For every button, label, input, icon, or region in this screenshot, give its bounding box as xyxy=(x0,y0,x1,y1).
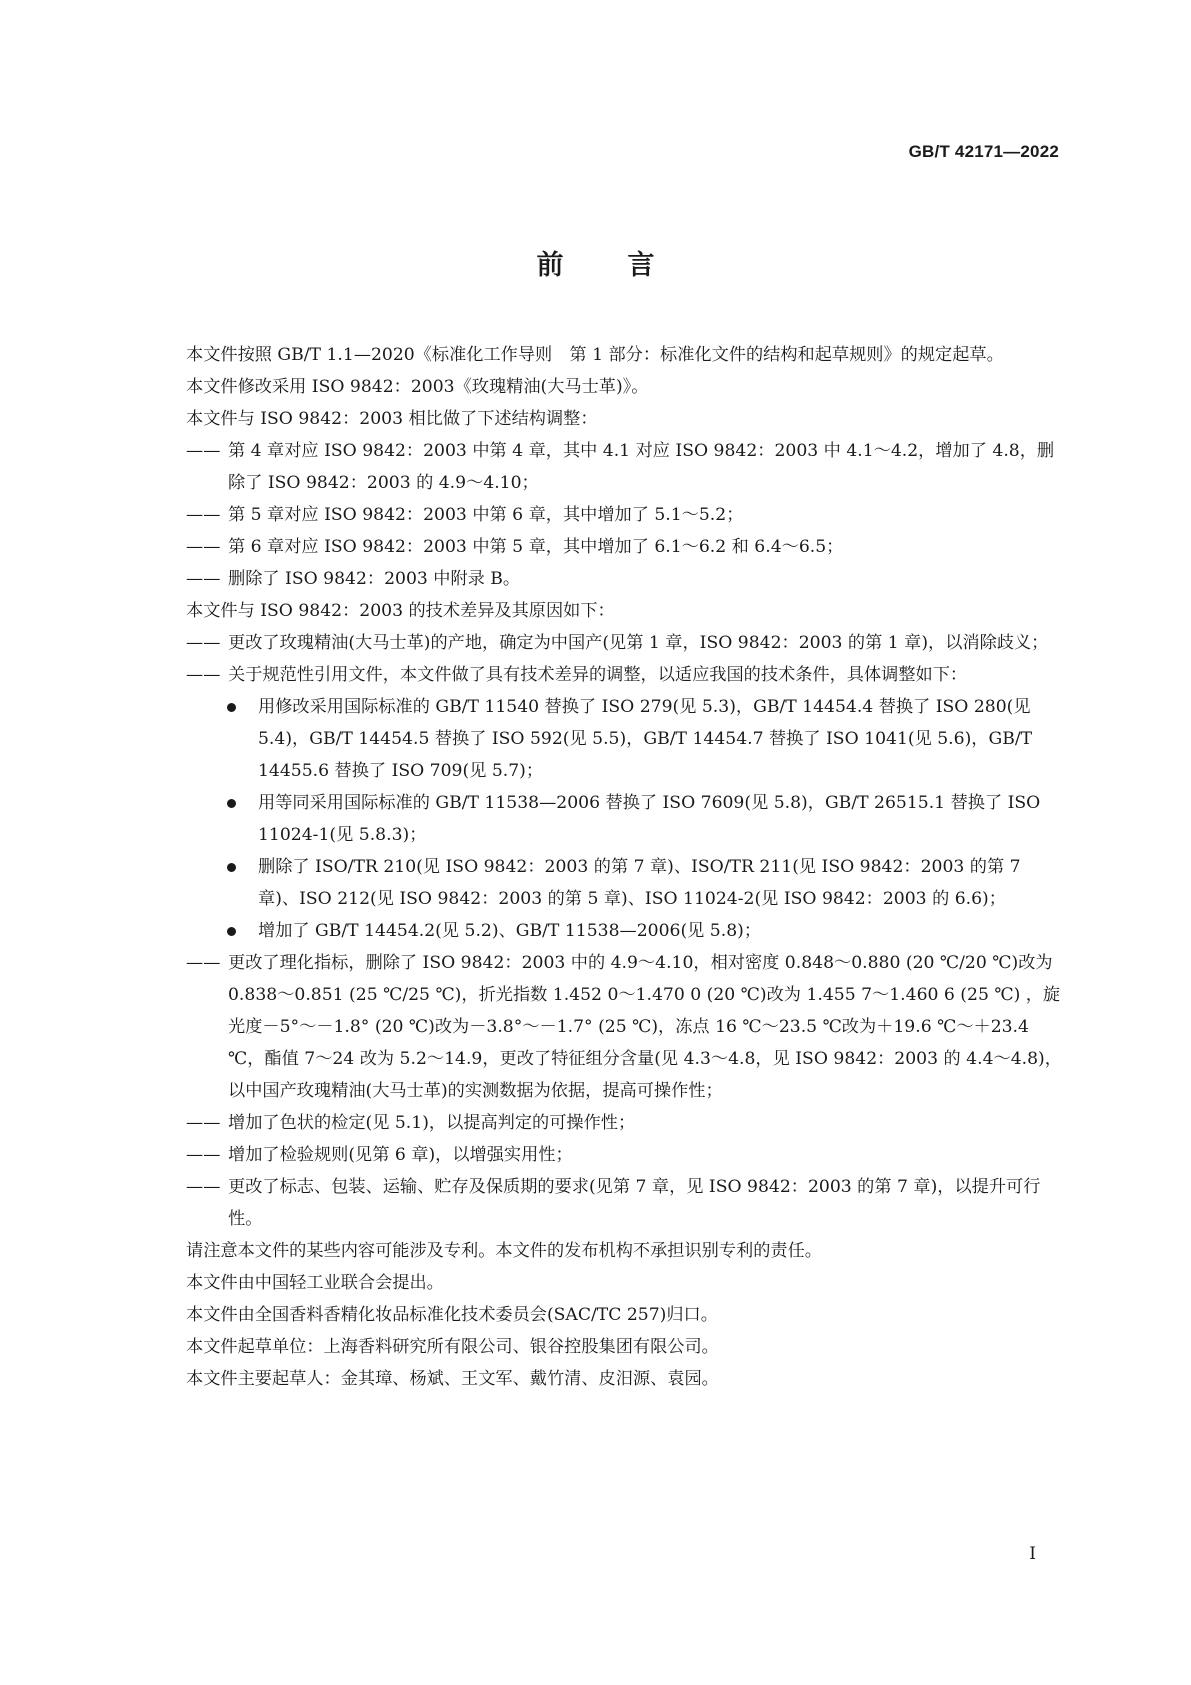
dash-mark: —— xyxy=(186,441,221,461)
paragraph-adoption: 本文件修改采用 ISO 9842：2003《玫瑰精油(大马士革)》。 xyxy=(186,377,649,397)
tech-diff-color: 增加了色状的检定(见 5.1)，以提高判定的可操作性； xyxy=(228,1113,636,1133)
tech-diff-item xyxy=(144,947,1062,1107)
bullet-text: 增加了 GB/T 14454.2(见 5.2)、GB/T 11538—2006(见 5.8)； xyxy=(258,921,762,941)
tech-diff-item xyxy=(144,659,1062,691)
paragraph-committee: 本文件由全国香料香精化妆品标准化技术委员会(SAC/TC 257)归口。 xyxy=(186,1305,718,1325)
dash-mark: —— xyxy=(186,1145,221,1165)
standard-code: GB/T 42171—2022 xyxy=(908,142,1059,161)
structural-change-text: 第 5 章对应 ISO 9842：2003 中第 6 章，其中增加了 5.1～5.2； xyxy=(228,505,744,525)
bullet-item xyxy=(144,915,1062,947)
tech-diff-item xyxy=(144,627,1062,659)
paragraph-drafting-rules: 本文件按照 GB/T 1.1—2020《标准化工作导则 第 1 部分：标准化文件的结构和起草规则》的规定起草。 xyxy=(186,345,1004,365)
structural-change-item xyxy=(144,563,1062,595)
bullet-icon xyxy=(227,927,236,936)
structural-change-item xyxy=(144,499,1062,531)
tech-diff-normative-refs: 关于规范性引用文件，本文件做了具有技术差异的调整，以适应我国的技术条件，具体调整如下： xyxy=(228,665,968,685)
bullet-icon xyxy=(227,863,236,872)
bullet-text: 用修改采用国际标准的 GB/T 11540 替换了 ISO 279(见 5.3)，GB/T 14454.4 替换了 ISO 280(见 5.4)，GB/T 14454.5 替换了 ISO 592(见 5.5)，GB/T 14454.7 替换了 ISO 1041(见 5.6)，GB/T 14455.6 替换了 ISO 709(见 5.7)； xyxy=(258,697,1033,781)
dash-mark: —— xyxy=(186,633,221,653)
paragraph-drafters: 本文件主要起草人：金其璋、杨斌、王文军、戴竹清、皮汨源、袁园。 xyxy=(186,1369,719,1389)
structural-change-item xyxy=(144,435,1062,499)
dash-mark: —— xyxy=(186,505,221,525)
bullet-icon xyxy=(227,799,236,808)
bullet-text: 删除了 ISO/TR 210(见 ISO 9842：2003 的第 7 章)、ISO/TR 211(见 ISO 9842：2003 的第 7 章)、ISO 212(见 ISO 9842：2003 的第 5 章)、ISO 11024-2(见 ISO 9842：2003 的 6.6)； xyxy=(258,857,1021,909)
structural-change-text: 第 4 章对应 ISO 9842：2003 中第 4 章，其中 4.1 对应 ISO 9842：2003 中 4.1～4.2，增加了 4.8，删除了 ISO 9842：2003 的 4.9～4.10； xyxy=(228,441,1055,493)
paragraph-drafting-units: 本文件起草单位：上海香料研究所有限公司、银谷控股集团有限公司。 xyxy=(186,1337,719,1357)
tech-diff-marking: 更改了标志、包装、运输、贮存及保质期的要求(见第 7 章，见 ISO 9842：2003 的第 7 章)，以提升可行性。 xyxy=(228,1177,1041,1229)
dash-mark: —— xyxy=(186,537,221,557)
page-number: I xyxy=(1029,1544,1036,1564)
bullet-icon xyxy=(227,703,236,712)
dash-mark: —— xyxy=(186,1177,221,1197)
bullet-text: 用等同采用国际标准的 GB/T 11538—2006 替换了 ISO 7609(见 5.8)，GB/T 26515.1 替换了 ISO 11024-1(见 5.8.3)； xyxy=(258,793,1041,845)
structural-change-text: 删除了 ISO 9842：2003 中附录 B。 xyxy=(228,569,521,589)
tech-diff-item xyxy=(144,1171,1062,1235)
tech-diff-item xyxy=(144,1107,1062,1139)
title-char-2: 言 xyxy=(627,250,655,281)
foreword-body xyxy=(144,339,1062,1395)
tech-diff-item xyxy=(144,1139,1062,1171)
structural-change-text: 第 6 章对应 ISO 9842：2003 中第 5 章，其中增加了 6.1～6.2 和 6.4～6.5； xyxy=(228,537,844,557)
structural-change-item xyxy=(144,531,1062,563)
page-title xyxy=(0,243,1191,282)
paragraph-proposer: 本文件由中国轻工业联合会提出。 xyxy=(186,1273,444,1293)
tech-diff-physchem: 更改了理化指标，删除了 ISO 9842：2003 中的 4.9～4.10，相对密度 0.848～0.880 (20 ℃/20 ℃)改为 0.838～0.851 (25 ℃/25 ℃)，折光指数 1.452 0～1.470 0 (20 ℃)改为 1.455 7～1.460 6 (25 ℃) ，旋光度－5°～－1.8° (20 ℃)改为－3.8°～－1.7° (25 ℃)，冻点 16 ℃～23.5 ℃改为＋19.6 ℃～＋23.4 ℃，酯值 7～24 改为 5.2～14.9，更改了特征组分含量(见 4.3～4.8，见 ISO 9842：2003 的 4.4～4.8)，以中国产玫瑰精油(大马士革)的实测数据为依据，提高可操作性； xyxy=(228,953,1062,1101)
dash-mark: —— xyxy=(186,569,221,589)
dash-mark: —— xyxy=(186,1113,221,1133)
paragraph-tech-diff-intro: 本文件与 ISO 9842：2003 的技术差异及其原因如下： xyxy=(186,601,615,621)
dash-mark: —— xyxy=(186,665,221,685)
tech-diff-inspection: 增加了检验规则(见第 6 章)，以增强实用性； xyxy=(228,1145,573,1165)
tech-diff-origin: 更改了玫瑰精油(大马士革)的产地，确定为中国产(见第 1 章，ISO 9842：2003 的第 1 章)，以消除歧义； xyxy=(228,633,1049,653)
dash-mark: —— xyxy=(186,953,221,973)
bullet-item xyxy=(144,851,1062,915)
paragraph-patent-notice: 请注意本文件的某些内容可能涉及专利。本文件的发布机构不承担识别专利的责任。 xyxy=(186,1241,822,1261)
paragraph-structure-intro: 本文件与 ISO 9842：2003 相比做了下述结构调整： xyxy=(186,409,598,429)
title-char-1: 前 xyxy=(536,250,564,281)
bullet-item xyxy=(144,691,1062,787)
bullet-item xyxy=(144,787,1062,851)
